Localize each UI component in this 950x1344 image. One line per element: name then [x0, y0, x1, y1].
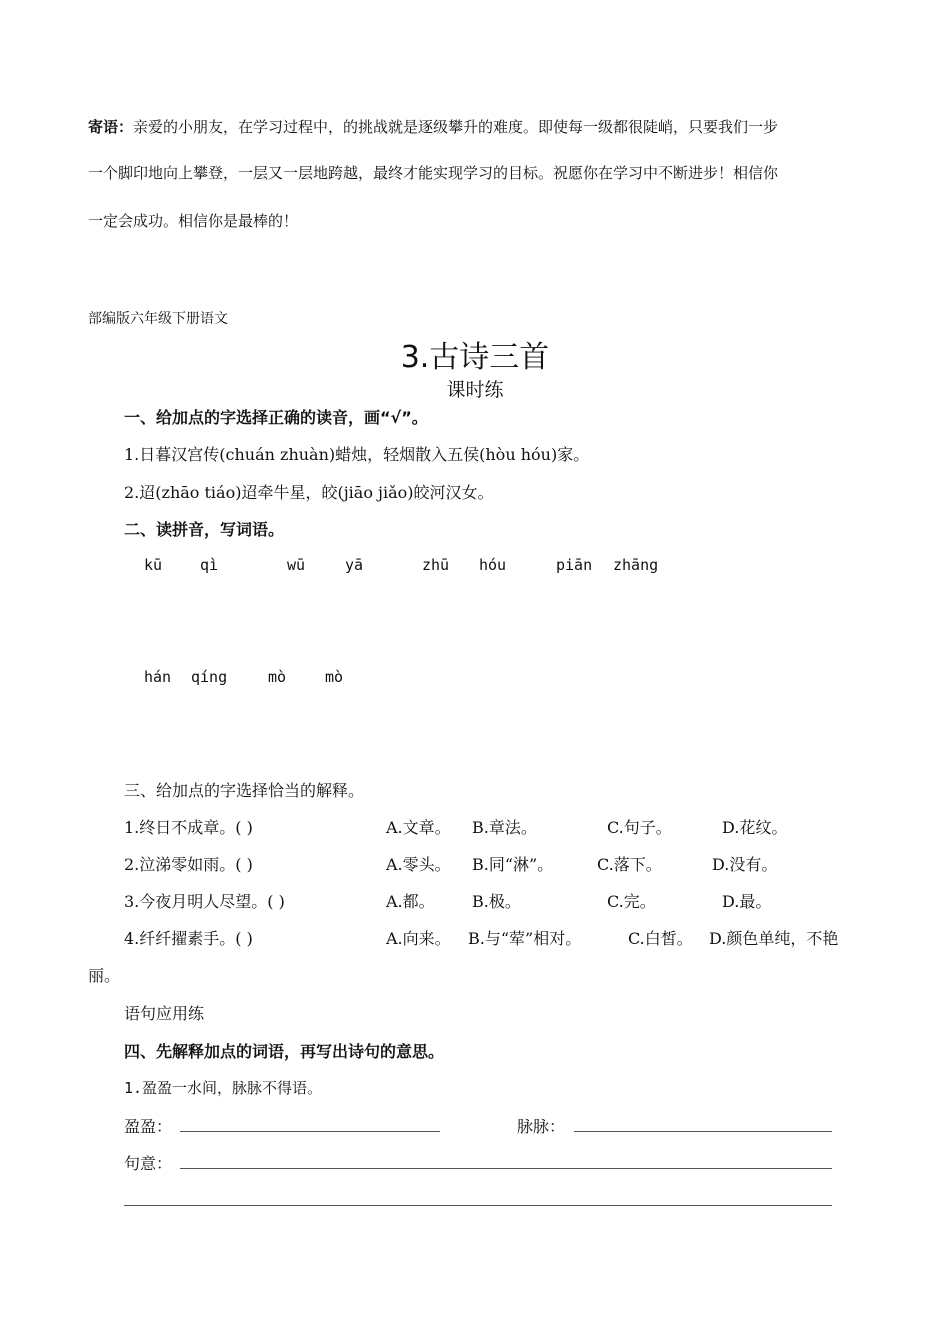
section3-q2-c: C.落下。 — [597, 855, 662, 874]
section3-q3-a: A.都。 — [386, 892, 435, 911]
section4-question-1: 1.盈盈一水间，脉脉不得语。 — [124, 1079, 323, 1097]
section3-q1: 1.终日不成章。( ) — [124, 818, 253, 837]
pinyin-qing: qíng — [191, 668, 228, 686]
pinyin-han: hán — [144, 668, 172, 686]
pinyin-ku: kū — [144, 556, 163, 574]
message-line-3: 一定会成功。相信你是最棒的！ — [88, 212, 299, 230]
section3-q3-b: B.极。 — [472, 892, 521, 911]
section3-q4-d: D.颜色单纯，不艳 — [709, 929, 839, 948]
yingying-answer-line[interactable] — [180, 1131, 440, 1132]
momo-label: 脉脉： — [517, 1117, 566, 1136]
section3-q3-d: D.最。 — [722, 892, 772, 911]
section3-q4-wrap: 丽。 — [88, 966, 121, 985]
message-line-1: 寄语：亲爱的小朋友，在学习过程中，的挑战就是逐级攀升的难度。即使每一级都很陡峭，只要我们一步 — [88, 118, 779, 136]
section3-q4-a: A.向来。 — [386, 929, 451, 948]
section3-q1-a: A.文章。 — [386, 818, 451, 837]
pinyin-mo-2: mò — [325, 668, 344, 686]
section3-q2: 2.泣涕零如雨。( ) — [124, 855, 253, 874]
section3-q3: 3.今夜月明人尽望。( ) — [124, 892, 285, 911]
pinyin-qi: qì — [200, 556, 219, 574]
section3-q2-d: D.没有。 — [712, 855, 778, 874]
section1-question-2: 2.迢(zhāo tiáo)迢牵牛星，皎(jiāo jiǎo)皎河汉女。 — [124, 483, 494, 502]
pinyin-pian: piān — [556, 556, 593, 574]
meaning-answer-line-1[interactable] — [180, 1168, 832, 1169]
pinyin-mo-1: mò — [268, 668, 287, 686]
meaning-answer-line-2[interactable] — [124, 1205, 832, 1206]
message-label: 寄语： — [88, 118, 134, 136]
pinyin-zhang: zhāng — [613, 556, 659, 574]
page-subtitle: 课时练 — [446, 379, 504, 401]
pinyin-ya: yā — [345, 556, 364, 574]
section3-q1-c: C.句子。 — [607, 818, 672, 837]
message-line-2: 一个脚印地向上攀登，一层又一层地跨越，最终才能实现学习的目标。祝愿你在学习中不断进步！相信你 — [88, 164, 779, 182]
section1-question-1: 1.日暮汉宫传(chuán zhuàn)蜡烛，轻烟散入五侯(hòu hóu)家。 — [124, 445, 590, 464]
section3-q1-d: D.花纹。 — [722, 818, 788, 837]
pinyin-hou: hóu — [479, 556, 507, 574]
pinyin-wu: wū — [287, 556, 306, 574]
section2-heading: 二、读拼音，写词语。 — [124, 520, 285, 539]
section1-heading: 一、给加点的字选择正确的读音，画“√”。 — [124, 408, 428, 427]
pinyin-zhu: zhū — [422, 556, 450, 574]
section3-q4: 4.纤纤擢素手。( ) — [124, 929, 253, 948]
yingying-label: 盈盈： — [124, 1117, 173, 1136]
meaning-label: 句意： — [124, 1154, 173, 1173]
section3-heading: 三、给加点的字选择恰当的解释。 — [124, 781, 365, 800]
momo-answer-line[interactable] — [574, 1131, 832, 1132]
section4-heading: 四、先解释加点的词语，再写出诗句的意思。 — [124, 1042, 445, 1061]
section3-q2-b: B.同“淋”。 — [472, 855, 554, 874]
page-title: 3.古诗三首 — [400, 340, 550, 375]
section3-q4-b: B.与“荤”相对。 — [468, 929, 582, 948]
source-label: 部编版六年级下册语文 — [88, 311, 228, 327]
section3-q4-c: C.白皙。 — [628, 929, 693, 948]
section3-q3-c: C.完。 — [607, 892, 656, 911]
practice-label: 语句应用练 — [124, 1004, 205, 1023]
section3-q2-a: A.零头。 — [386, 855, 451, 874]
section3-q1-b: B.章法。 — [472, 818, 537, 837]
